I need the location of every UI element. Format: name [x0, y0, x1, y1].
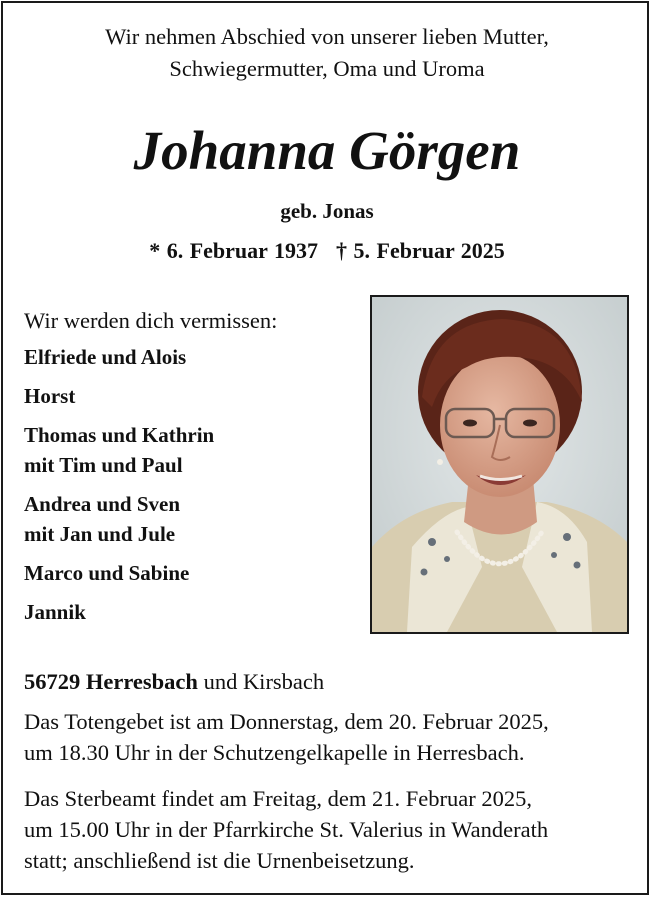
mourners-intro: Wir werden dich vermissen: [24, 308, 278, 333]
residence-suffix: und Kirsbach [203, 669, 325, 694]
requiem-line-3: statt; anschließend ist die Urnenbeisetzung. [24, 848, 415, 873]
mourner-entry: Jannik [24, 600, 86, 624]
mourner-entry: mit Tim und Paul [24, 453, 183, 477]
mourner-entry: Andrea und Sven [24, 492, 181, 516]
residence-line [24, 667, 324, 697]
life-dates [0, 236, 654, 266]
intro-line-2: Schwiegermutter, Oma und Uroma [169, 56, 485, 81]
intro-line-1: Wir nehmen Abschied von unserer lieben Mutter, [105, 24, 549, 49]
portrait-illustration [372, 297, 627, 632]
prayer-service-line-1: Das Totengebet ist am Donnerstag, dem 20. Februar 2025, [24, 709, 549, 734]
mourner-entry: mit Jan und Jule [24, 522, 176, 546]
mourner-entry: Elfriede und Alois [24, 345, 187, 369]
portrait-photo [370, 295, 629, 634]
requiem-line-2: um 15.00 Uhr in der Pfarrkirche St. Valerius in Wanderath [24, 817, 549, 842]
mourner-entry: Marco und Sabine [24, 561, 190, 585]
postal-city: 56729 Herresbach [24, 669, 198, 694]
mourner-entry: Thomas und Kathrin [24, 423, 215, 447]
prayer-service-line-2: um 18.30 Uhr in der Schutzengelkapelle in Herresbach. [24, 740, 525, 765]
birth-date: * 6. Februar 1937 [149, 238, 318, 263]
mourner-entry: Horst [24, 384, 76, 408]
requiem-line-1: Das Sterbeamt findet am Freitag, dem 21. Februar 2025, [24, 786, 532, 811]
death-date: † 5. Februar 2025 [336, 238, 505, 263]
maiden-name: geb. Jonas [280, 199, 374, 223]
deceased-name: Johanna Görgen [133, 120, 521, 181]
